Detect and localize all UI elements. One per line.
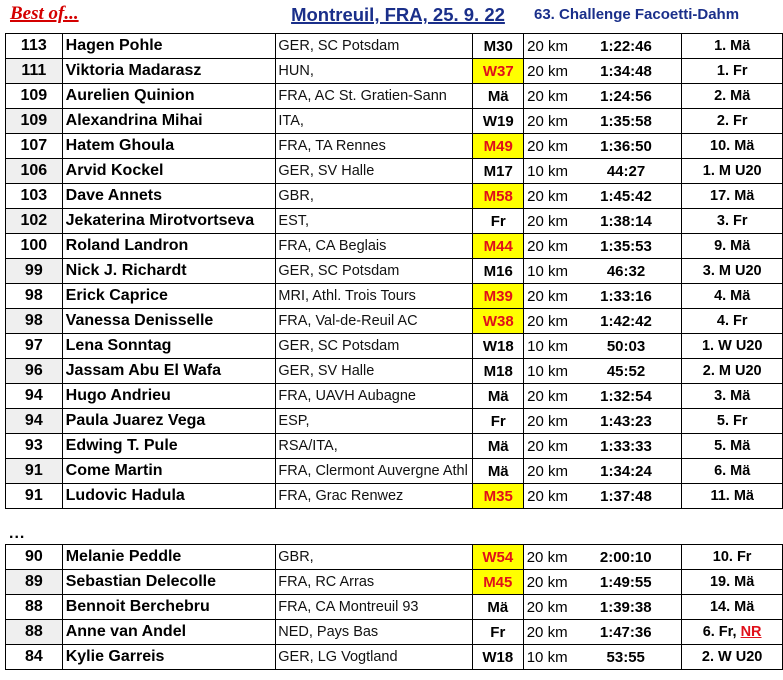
category-cell: Mä <box>473 384 524 409</box>
place-cell: 3. Mä <box>682 384 783 409</box>
separator-ellipsis: ... <box>9 525 26 542</box>
time-cell: 1:49:55 <box>570 570 682 595</box>
athlete-name-cell: Erick Caprice <box>62 284 276 309</box>
distance-cell: 20 km <box>524 59 571 84</box>
table-row <box>6 284 783 309</box>
place-cell: 2. Mä <box>682 84 783 109</box>
category-cell: W19 <box>473 109 524 134</box>
distance-cell: 20 km <box>523 570 570 595</box>
time-cell: 1:22:46 <box>571 34 682 59</box>
place-cell: 6. Fr, NR <box>682 620 783 645</box>
club-cell: FRA, TA Rennes <box>276 134 473 159</box>
time-cell: 1:42:42 <box>571 309 682 334</box>
table-row <box>6 545 783 570</box>
category-cell: Mä <box>473 434 524 459</box>
points-cell: 88 <box>6 620 63 645</box>
points-cell: 88 <box>6 595 63 620</box>
time-cell: 1:36:50 <box>571 134 682 159</box>
place-cell: 10. Mä <box>682 134 783 159</box>
place-cell: 17. Mä <box>682 184 783 209</box>
points-cell: 98 <box>6 309 63 334</box>
category-cell: M45 <box>472 570 523 595</box>
national-record-badge: NR <box>740 624 762 640</box>
category-cell: Fr <box>473 409 524 434</box>
athlete-name-cell: Dave Annets <box>62 184 276 209</box>
points-cell: 111 <box>6 59 63 84</box>
distance-cell: 10 km <box>524 334 571 359</box>
distance-cell: 20 km <box>524 84 571 109</box>
table-row <box>6 109 783 134</box>
club-cell: GER, SC Potsdam <box>276 259 473 284</box>
time-cell: 1:37:48 <box>571 484 682 509</box>
time-cell: 50:03 <box>571 334 682 359</box>
table-row <box>6 234 783 259</box>
table-row <box>6 595 783 620</box>
category-cell: M18 <box>473 359 524 384</box>
time-cell: 1:24:56 <box>571 84 682 109</box>
athlete-name-cell: Come Martin <box>62 459 276 484</box>
club-cell: GBR, <box>276 184 473 209</box>
distance-cell: 10 km <box>524 259 571 284</box>
athlete-name-cell: Arvid Kockel <box>62 159 276 184</box>
points-cell: 94 <box>6 384 63 409</box>
club-cell: ESP, <box>276 409 473 434</box>
time-cell: 44:27 <box>571 159 682 184</box>
time-cell: 1:32:54 <box>571 384 682 409</box>
points-cell: 90 <box>6 545 63 570</box>
table-row <box>6 159 783 184</box>
distance-cell: 20 km <box>524 109 571 134</box>
time-cell: 1:33:16 <box>571 284 682 309</box>
place-cell: 3. M U20 <box>682 259 783 284</box>
table-row <box>6 259 783 284</box>
category-cell: M30 <box>473 34 524 59</box>
category-cell: W18 <box>472 645 523 670</box>
athlete-name-cell: Lena Sonntag <box>62 334 276 359</box>
points-cell: 106 <box>6 159 63 184</box>
distance-cell: 20 km <box>524 134 571 159</box>
table-row <box>6 434 783 459</box>
distance-cell: 20 km <box>523 545 570 570</box>
athlete-name-cell: Edwing T. Pule <box>62 434 276 459</box>
distance-cell: 20 km <box>523 620 570 645</box>
time-cell: 1:45:42 <box>571 184 682 209</box>
table-row <box>6 309 783 334</box>
place-cell: 1. M U20 <box>682 159 783 184</box>
club-cell: FRA, Grac Renwez <box>276 484 473 509</box>
athlete-name-cell: Viktoria Madarasz <box>62 59 276 84</box>
table-row <box>6 34 783 59</box>
event-title: Montreuil, FRA, 25. 9. 22 <box>291 4 505 25</box>
time-cell: 1:35:58 <box>571 109 682 134</box>
athlete-name-cell: Jassam Abu El Wafa <box>62 359 276 384</box>
place-cell: 5. Fr <box>682 409 783 434</box>
time-cell: 1:35:53 <box>571 234 682 259</box>
points-cell: 102 <box>6 209 63 234</box>
points-cell: 94 <box>6 409 63 434</box>
sheet-header <box>0 0 783 33</box>
place-cell: 1. Fr <box>682 59 783 84</box>
club-cell: HUN, <box>276 59 473 84</box>
club-cell: NED, Pays Bas <box>276 620 473 645</box>
table-row <box>6 334 783 359</box>
place-cell: 9. Mä <box>682 234 783 259</box>
distance-cell: 20 km <box>524 184 571 209</box>
category-cell: W37 <box>473 59 524 84</box>
athlete-name-cell: Vanessa Denisselle <box>62 309 276 334</box>
table-row <box>6 484 783 509</box>
club-cell: FRA, UAVH Aubagne <box>276 384 473 409</box>
points-cell: 91 <box>6 484 63 509</box>
table-row <box>6 184 783 209</box>
athlete-name-cell: Sebastian Delecolle <box>62 570 276 595</box>
points-cell: 98 <box>6 284 63 309</box>
time-cell: 1:39:38 <box>570 595 682 620</box>
category-cell: M58 <box>473 184 524 209</box>
table-row <box>6 645 783 670</box>
table-row <box>6 409 783 434</box>
place-cell: 3. Fr <box>682 209 783 234</box>
category-cell: Fr <box>472 620 523 645</box>
points-cell: 93 <box>6 434 63 459</box>
category-cell: M39 <box>473 284 524 309</box>
club-cell: GBR, <box>276 545 473 570</box>
place-cell: 1. W U20 <box>682 334 783 359</box>
place-cell: 2. M U20 <box>682 359 783 384</box>
points-cell: 91 <box>6 459 63 484</box>
category-cell: Mä <box>473 459 524 484</box>
distance-cell: 20 km <box>524 409 571 434</box>
challenge-title: 63. Challenge Facoetti-Dahm <box>534 6 740 23</box>
time-cell: 53:55 <box>570 645 682 670</box>
category-cell: W38 <box>473 309 524 334</box>
distance-cell: 20 km <box>524 484 571 509</box>
club-cell: FRA, Clermont Auvergne Athl <box>276 459 473 484</box>
category-cell: M49 <box>473 134 524 159</box>
club-cell: FRA, RC Arras <box>276 570 473 595</box>
place-cell: 19. Mä <box>682 570 783 595</box>
points-cell: 84 <box>6 645 63 670</box>
distance-cell: 20 km <box>524 209 571 234</box>
points-cell: 99 <box>6 259 63 284</box>
table-row <box>6 209 783 234</box>
brand-title: Best of... <box>10 3 79 24</box>
distance-cell: 20 km <box>524 384 571 409</box>
category-cell: M17 <box>473 159 524 184</box>
points-cell: 109 <box>6 84 63 109</box>
distance-cell: 10 km <box>524 359 571 384</box>
table-row <box>6 134 783 159</box>
athlete-name-cell: Melanie Peddle <box>62 545 276 570</box>
club-cell: MRI, Athl. Trois Tours <box>276 284 473 309</box>
club-cell: GER, LG Vogtland <box>276 645 473 670</box>
table-row <box>6 84 783 109</box>
athlete-name-cell: Anne van Andel <box>62 620 276 645</box>
athlete-name-cell: Nick J. Richardt <box>62 259 276 284</box>
points-cell: 97 <box>6 334 63 359</box>
place-cell: 5. Mä <box>682 434 783 459</box>
distance-cell: 20 km <box>524 459 571 484</box>
place-cell: 4. Fr <box>682 309 783 334</box>
table-row <box>6 59 783 84</box>
category-cell: M35 <box>473 484 524 509</box>
points-cell: 89 <box>6 570 63 595</box>
points-cell: 100 <box>6 234 63 259</box>
table-row <box>6 459 783 484</box>
place-cell: 14. Mä <box>682 595 783 620</box>
club-cell: GER, SC Potsdam <box>276 334 473 359</box>
athlete-name-cell: Paula Juarez Vega <box>62 409 276 434</box>
distance-cell: 10 km <box>523 645 570 670</box>
points-cell: 96 <box>6 359 63 384</box>
category-cell: W54 <box>472 545 523 570</box>
club-cell: RSA/ITA, <box>276 434 473 459</box>
distance-cell: 20 km <box>523 595 570 620</box>
club-cell: GER, SC Potsdam <box>276 34 473 59</box>
time-cell: 1:34:48 <box>571 59 682 84</box>
athlete-name-cell: Alexandrina Mihai <box>62 109 276 134</box>
place-cell: 11. Mä <box>682 484 783 509</box>
athlete-name-cell: Ludovic Hadula <box>62 484 276 509</box>
club-cell: FRA, CA Beglais <box>276 234 473 259</box>
table-row <box>6 359 783 384</box>
time-cell: 2:00:10 <box>570 545 682 570</box>
distance-cell: 10 km <box>524 159 571 184</box>
athlete-name-cell: Aurelien Quinion <box>62 84 276 109</box>
time-cell: 45:52 <box>571 359 682 384</box>
club-cell: ITA, <box>276 109 473 134</box>
points-cell: 113 <box>6 34 63 59</box>
distance-cell: 20 km <box>524 284 571 309</box>
athlete-name-cell: Hugo Andrieu <box>62 384 276 409</box>
time-cell: 1:47:36 <box>570 620 682 645</box>
distance-cell: 20 km <box>524 234 571 259</box>
place-cell: 2. W U20 <box>682 645 783 670</box>
points-cell: 103 <box>6 184 63 209</box>
club-cell: GER, SV Halle <box>276 159 473 184</box>
athlete-name-cell: Hatem Ghoula <box>62 134 276 159</box>
time-cell: 1:38:14 <box>571 209 682 234</box>
category-cell: Fr <box>473 209 524 234</box>
category-cell: W18 <box>473 334 524 359</box>
distance-cell: 20 km <box>524 34 571 59</box>
athlete-name-cell: Bennoit Berchebru <box>62 595 276 620</box>
place-cell: 1. Mä <box>682 34 783 59</box>
club-cell: GER, SV Halle <box>276 359 473 384</box>
place-cell: 4. Mä <box>682 284 783 309</box>
time-cell: 1:34:24 <box>571 459 682 484</box>
category-cell: Mä <box>472 595 523 620</box>
distance-cell: 20 km <box>524 309 571 334</box>
category-cell: M16 <box>473 259 524 284</box>
time-cell: 1:33:33 <box>571 434 682 459</box>
points-cell: 109 <box>6 109 63 134</box>
athlete-name-cell: Kylie Garreis <box>62 645 276 670</box>
distance-cell: 20 km <box>524 434 571 459</box>
athlete-name-cell: Hagen Pohle <box>62 34 276 59</box>
table-row <box>6 384 783 409</box>
category-cell: M44 <box>473 234 524 259</box>
place-cell: 10. Fr <box>682 545 783 570</box>
club-cell: FRA, CA Montreuil 93 <box>276 595 473 620</box>
results-table-continued <box>5 544 783 670</box>
time-cell: 46:32 <box>571 259 682 284</box>
place-cell: 6. Mä <box>682 459 783 484</box>
table-row <box>6 570 783 595</box>
points-cell: 107 <box>6 134 63 159</box>
club-cell: FRA, AC St. Gratien-Sann <box>276 84 473 109</box>
club-cell: EST, <box>276 209 473 234</box>
club-cell: FRA, Val-de-Reuil AC <box>276 309 473 334</box>
athlete-name-cell: Roland Landron <box>62 234 276 259</box>
place-cell: 2. Fr <box>682 109 783 134</box>
time-cell: 1:43:23 <box>571 409 682 434</box>
results-table <box>5 33 783 509</box>
category-cell: Mä <box>473 84 524 109</box>
athlete-name-cell: Jekaterina Mirotvortseva <box>62 209 276 234</box>
table-row <box>6 620 783 645</box>
